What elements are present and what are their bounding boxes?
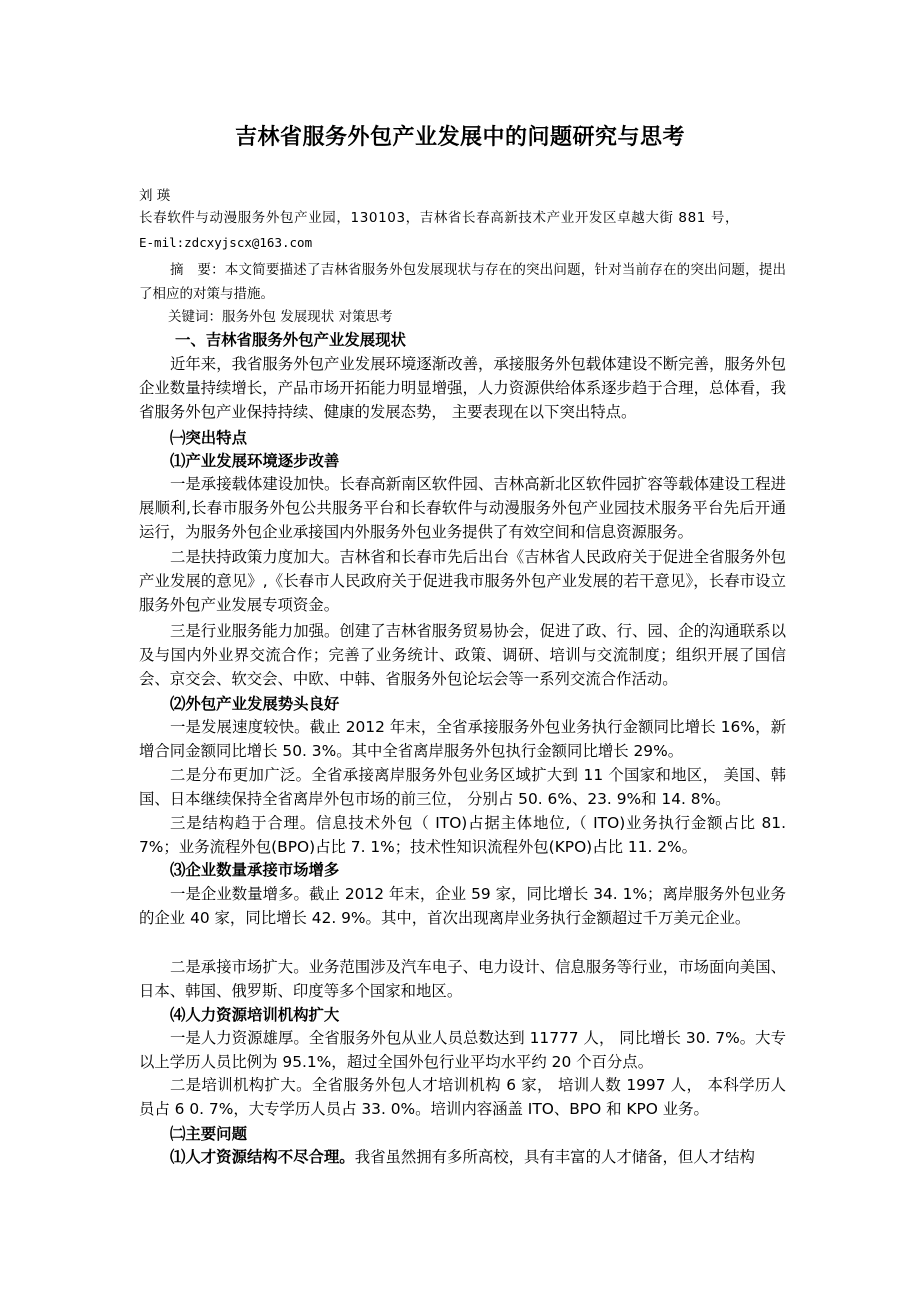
subheading-environment: ⑴产业发展环境逐步改善 <box>170 452 340 470</box>
subheading-problems: ㈡主要问题 <box>170 1125 247 1143</box>
paragraph-policy: 二是扶持政策力度加大。吉林省和长春市先后出台《吉林省人民政府关于促进全省服务外包产业发展的意见》,《长春市人民政府关于促进我市服务外包产业发展的若干意见》，长春市设立服务外包产业发展专项资金。 <box>139 548 786 614</box>
subheading-highlights: ㈠突出特点 <box>170 429 247 447</box>
abstract <box>139 258 786 306</box>
section1-intro: 近年来，我省服务外包产业发展环境逐渐改善，承接服务外包载体建设不断完善，服务外包企业数量持续增长，产品市场开拓能力明显增强，人力资源供给体系逐步趋于合理，总体看，我省服务外包产业保持持续、健康的发展态势， 主要表现在以下突出特点。 <box>139 355 786 421</box>
paragraph-service: 三是行业服务能力加强。创建了吉林省服务贸易协会，促进了政、行、园、企的沟通联系以及与国内外业界交流合作；完善了业务统计、政策、调研、培训与交流制度；组织开展了国信会、京交会、软交会、中欧、中韩、省服务外包论坛会等一系列交流合作活动。 <box>139 622 786 688</box>
subheading-training: ⑷人力资源培训机构扩大 <box>170 1006 340 1024</box>
page-title: 吉林省服务外包产业发展中的问题研究与思考 <box>234 125 685 150</box>
paragraph-speed: 一是发展速度较快。截止 2012 年末，全省承接服务外包业务执行金额同比增长 16%，新增合同金额同比增长 50. 3%。其中全省离岸服务外包执行金额同比增长 29%。 <box>139 718 786 760</box>
abstract-label: 摘 要： <box>170 262 225 278</box>
paragraph-training-institutions: 二是培训机构扩大。全省服务外包人才培训机构 6 家， 培训人数 1997 人， 本科学历人员占 6 0. 7%，大专学历人员占 33. 0%。培训内容涵盖 ITO、BPO 和 KPO 业务。 <box>139 1076 786 1118</box>
talent-text: 我省虽然拥有多所高校，具有丰富的人才储备，但人才结构 <box>354 1148 755 1166</box>
paragraph-enterprise-count: 一是企业数量增多。截止 2012 年末，企业 59 家，同比增长 34. 1%；离岸服务外包业务的企业 40 家，同比增长 42. 9%。其中，首次出现离岸业务执行金额超过千万美元企业。 <box>139 885 786 927</box>
paragraph-carrier: 一是承接载体建设加快。长春高新南区软件园、吉林高新北区软件园扩容等载体建设工程进展顺利,长春市服务外包公共服务平台和长春软件与动漫服务外包产业园技术服务平台先后开通运行，为服务外包企业承接国内外服务外包业务提供了有效空间和信息资源服务。 <box>139 475 786 541</box>
paragraph-human-resources: 一是人力资源雄厚。全省服务外包从业人员总数达到 11777 人， 同比增长 30. 7%。大专以上学历人员比例为 95.1%，超过全国外包行业平均水平约 20 个百分点。 <box>139 1029 786 1071</box>
paragraph-talent <box>139 1146 786 1170</box>
section-heading-1: 一、吉林省服务外包产业发展现状 <box>175 331 406 349</box>
paragraph-distribution: 二是分布更加广泛。全省承接离岸服务外包业务区域扩大到 11 个国家和地区， 美国、韩国、日本继续保持全省离岸外包市场的前三位， 分别占 50. 6%、23. 9%和 14. 8%。 <box>139 766 786 808</box>
author: 刘 瑛 <box>139 188 171 204</box>
talent-lead: ⑴人才资源结构不尽合理。 <box>170 1148 355 1166</box>
affiliation: 长春软件与动漫服务外包产业园，130103，吉林省长春高新技术产业开发区卓越大街 881 号， <box>139 210 740 226</box>
subheading-enterprises: ⑶企业数量承接市场增多 <box>170 861 340 879</box>
email: E-mil:zdcxyjscx@163.com <box>139 235 313 250</box>
paragraph-market: 二是承接市场扩大。业务范围涉及汽车电子、电力设计、信息服务等行业，市场面向美国、日本、韩国、俄罗斯、印度等多个国家和地区。 <box>139 958 786 1000</box>
keywords: 关键词：服务外包 发展现状 对策思考 <box>168 309 393 325</box>
abstract-text: 本文简要描述了吉林省服务外包发展现状与存在的突出问题，针对当前存在的突出问题，提出了相应的对策与措施。 <box>139 262 787 302</box>
paragraph-structure: 三是结构趋于合理。信息技术外包（ ITO)占据主体地位,（ ITO)业务执行金额占比 81. 7%；业务流程外包(BPO)占比 7. 1%；技术性知识流程外包(KPO)占比 11. 2%。 <box>139 814 786 856</box>
subheading-momentum: ⑵外包产业发展势头良好 <box>170 695 340 713</box>
